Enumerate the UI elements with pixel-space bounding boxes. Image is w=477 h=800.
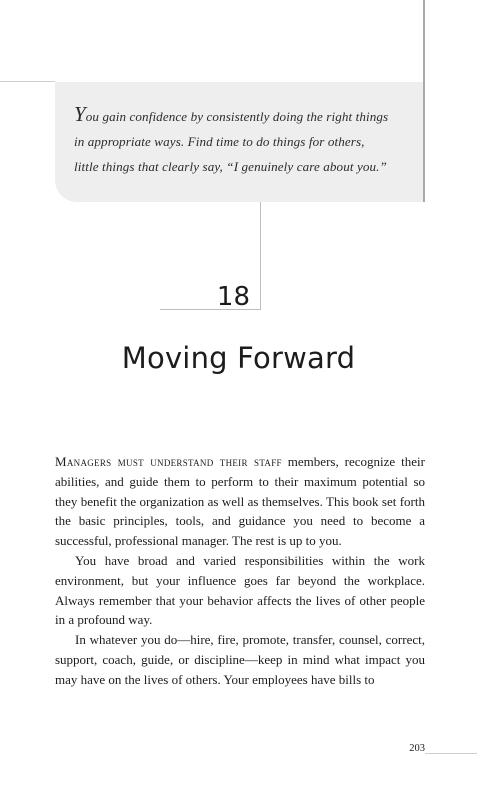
- footer-rule: [425, 753, 477, 754]
- epigraph-line-1-text: ou gain confidence by consistently doing the right things: [85, 109, 389, 124]
- chapter-title: Moving Forward: [121, 341, 356, 375]
- epigraph-line-1: [74, 104, 418, 129]
- epigraph-quote: [74, 104, 418, 179]
- chapter-vertical-rule: [260, 202, 261, 310]
- epigraph-box: [55, 82, 423, 202]
- chapter-number: 18: [216, 282, 250, 312]
- body-text: [55, 452, 425, 690]
- right-vertical-rule: [423, 0, 425, 202]
- epigraph-initial: Y: [74, 102, 86, 126]
- epigraph-line-3: little things that clearly say, “I genuinely care about you.”: [74, 159, 387, 174]
- paragraph-1-text: members, recognize their abilities, and guide them to perform to their maximum potential so they benefit the organization as well as themselves. This book set forth the basic principles, tools, and guidance you need to become a successful, professional manager. The rest is up to you.: [55, 454, 425, 549]
- top-left-rule: [0, 81, 55, 82]
- paragraph-1: [55, 452, 425, 551]
- paragraph-3: In whatever you do—hire, fire, promote, transfer, counsel, correct, support, coach, guide, or discipline—keep in mind what impact you may have on the lives of others. Your employees have bills to: [55, 632, 425, 687]
- paragraph-2: You have broad and varied responsibilities within the work environment, but your influence goes far beyond the workplace. Always remember that your behavior affects the lives of other people in a profound way.: [55, 552, 425, 628]
- page-number: 203: [409, 743, 425, 754]
- epigraph-line-2: in appropriate ways. Find time to do things for others,: [74, 134, 365, 149]
- paragraph-1-lead-in: Managers must understand their staff: [55, 454, 282, 469]
